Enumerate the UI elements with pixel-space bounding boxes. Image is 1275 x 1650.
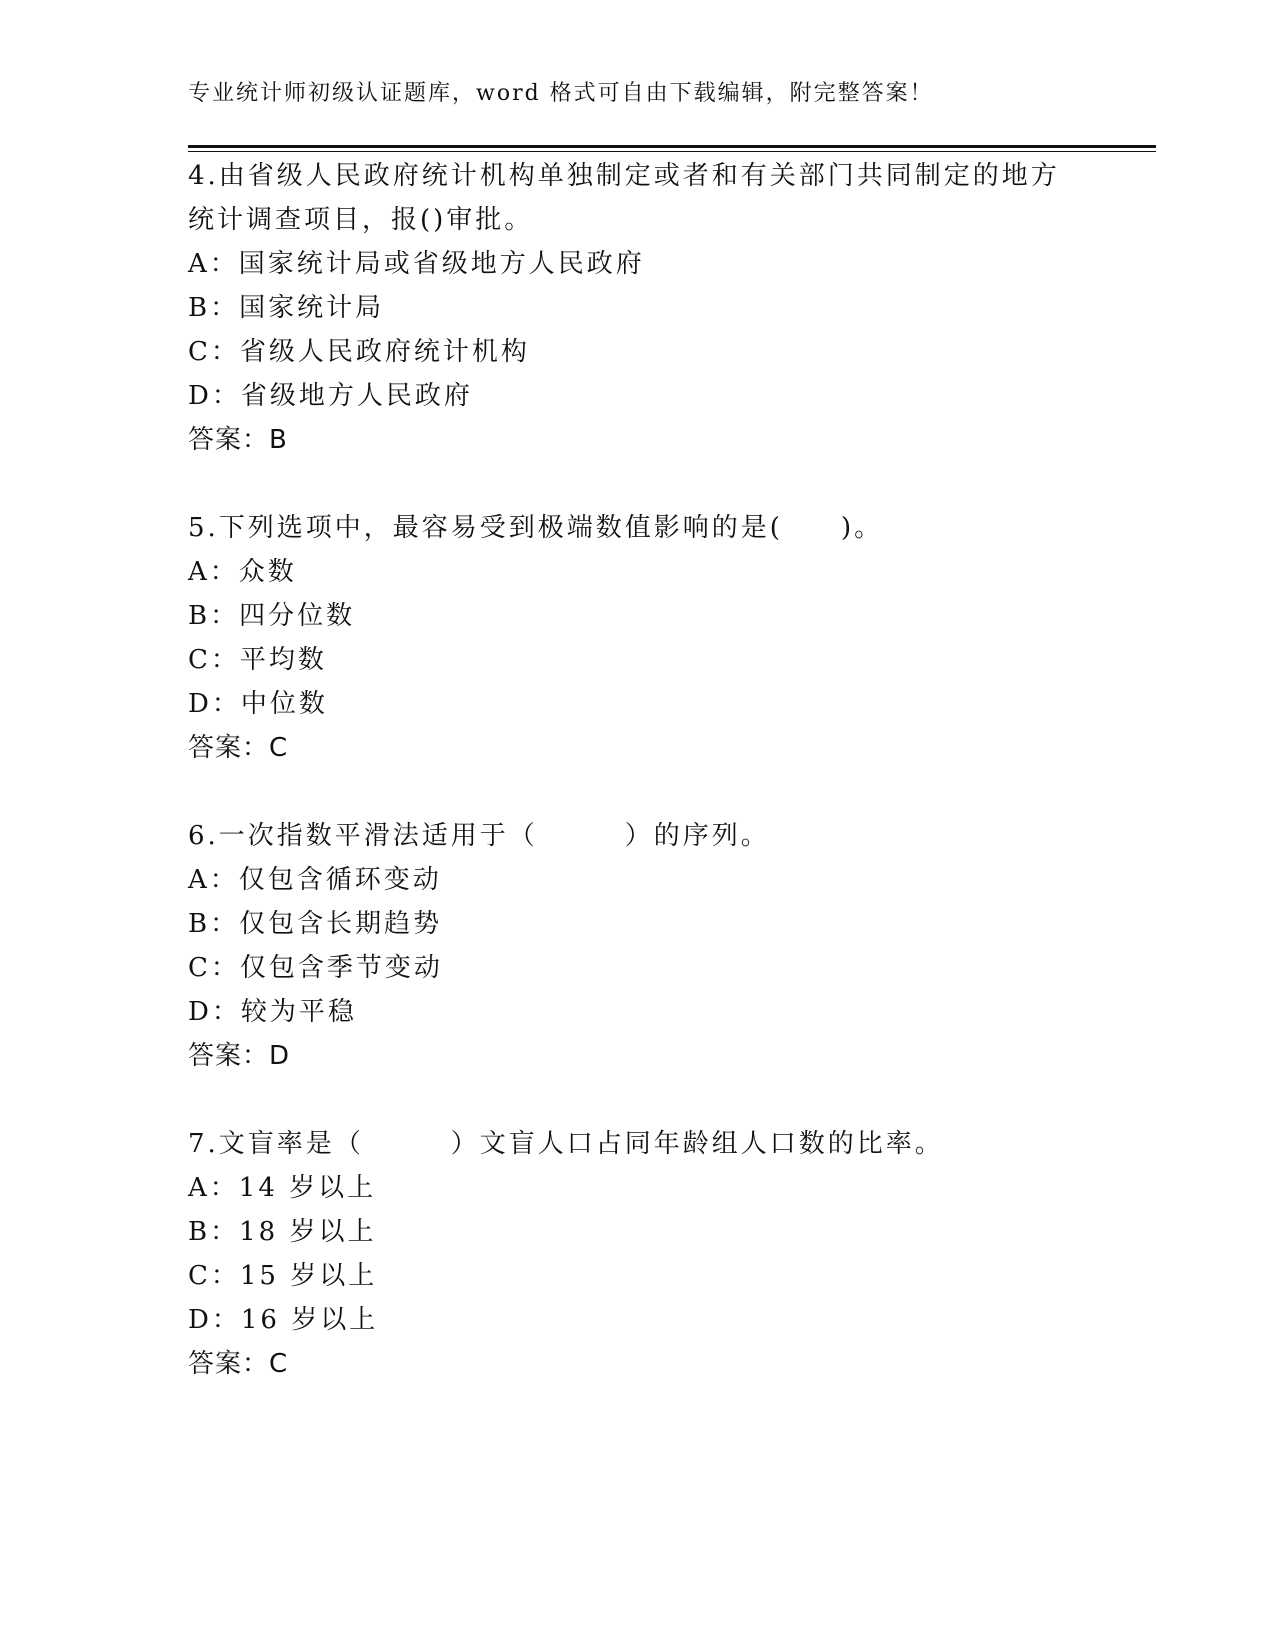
question-6-option-b: B：仅包含长期趋势 [188,909,443,939]
question-5-option-b: B：四分位数 [188,601,356,631]
question-6-option-d: D：较为平稳 [188,997,357,1027]
question-5-answer: 答案：C [188,733,289,763]
header-rule-thick [188,145,1156,148]
question-6-option-a: A：仅包含循环变动 [188,865,442,895]
question-5-option-d: D：中位数 [188,689,328,719]
question-5-option-a: A：众数 [188,557,297,587]
question-4-answer: 答案：B [188,425,288,455]
question-7-answer: 答案：C [188,1349,289,1379]
question-6-option-c: C：仅包含季节变动 [188,953,443,983]
question-4-stem-line-2: 统计调查项目，报()审批。 [188,205,534,235]
question-4-option-a: A：国家统计局或省级地方人民政府 [188,249,645,279]
page-header: 专业统计师初级认证题库，word 格式可自由下载编辑，附完整答案！ [188,81,934,106]
question-4-option-d: D：省级地方人民政府 [188,381,473,411]
question-6-answer: 答案：D [188,1041,291,1071]
question-4-stem-line-1: 4.由省级人民政府统计机构单独制定或者和有关部门共同制定的地方 [188,161,1060,191]
question-5-stem-line-1: 5.下列选项中，最容易受到极端数值影响的是( )。 [188,513,884,543]
question-7-option-c: C：15 岁以上 [188,1261,378,1291]
question-5-option-c: C：平均数 [188,645,327,675]
question-7-stem-line-1: 7.文盲率是（ ）文盲人口占同年龄组人口数的比率。 [188,1129,944,1159]
question-7-option-b: B：18 岁以上 [188,1217,377,1247]
question-4-option-b: B：国家统计局 [188,293,385,323]
question-6-stem-line-1: 6.一次指数平滑法适用于（ ）的序列。 [188,821,770,851]
question-7-option-d: D：16 岁以上 [188,1305,379,1335]
question-4-option-c: C：省级人民政府统计机构 [188,337,530,367]
header-rule-thin [188,151,1156,152]
question-7-option-a: A：14 岁以上 [188,1173,377,1203]
